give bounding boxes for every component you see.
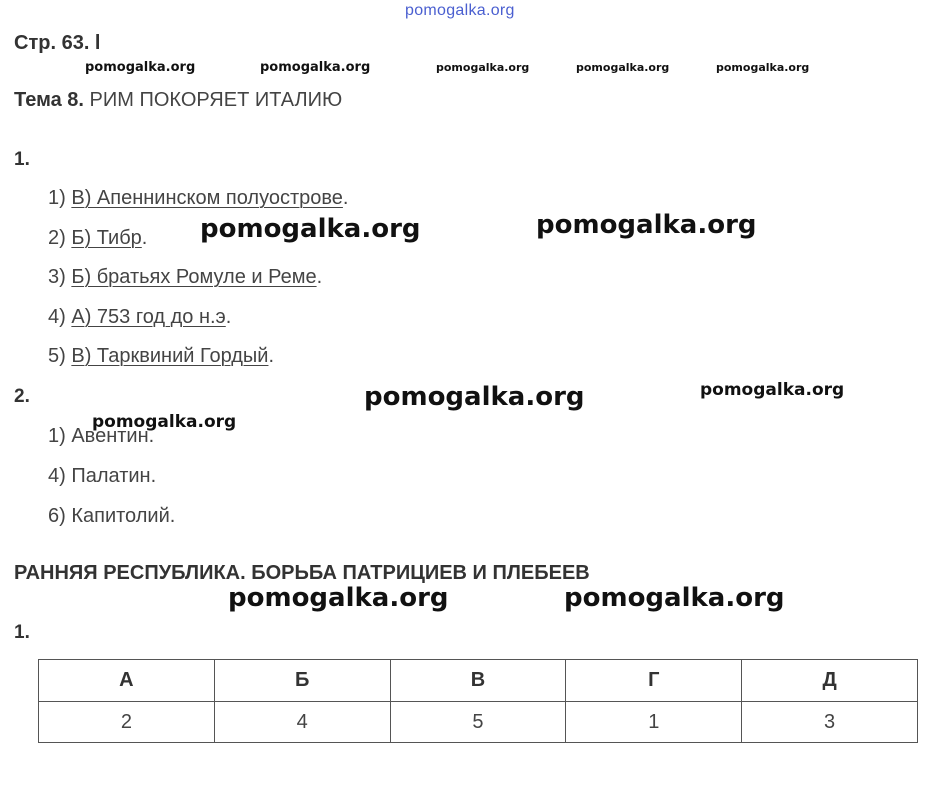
table-cell: 5: [390, 702, 566, 743]
answer-text: В) Тарквиний Гордый: [71, 345, 269, 367]
answer-item: [48, 306, 231, 329]
answer-item: 6) Капитолий.: [48, 505, 176, 527]
section-heading: РАННЯЯ РЕСПУБЛИКА. БОРЬБА ПАТРИЦИЕВ И ПЛЕБЕЕВ: [14, 562, 590, 584]
watermark: pomogalka.org: [92, 412, 237, 432]
answer-end: .: [141, 227, 148, 249]
answer-table: [38, 659, 918, 743]
topic-title: [14, 89, 342, 112]
answer-item: [48, 266, 322, 289]
watermark: pomogalka.org: [700, 380, 845, 400]
watermark: pomogalka.org: [85, 60, 196, 75]
watermark: pomogalka.org: [716, 61, 810, 74]
answer-end: .: [342, 187, 349, 209]
answer-text: В) Апеннинском полуострове: [71, 187, 343, 209]
answer-end: .: [268, 345, 275, 367]
answer-num: 3): [48, 266, 66, 288]
watermark: pomogalka.org: [364, 382, 585, 412]
watermark: pomogalka.org: [576, 61, 670, 74]
answer-end: .: [316, 266, 323, 288]
answer-text: А) 753 год до н.э: [71, 306, 226, 328]
watermark: pomogalka.org: [536, 210, 757, 240]
table-cell: 2: [39, 702, 215, 743]
answer-text: Б) Тибр: [71, 227, 142, 249]
answer-num: 5): [48, 345, 66, 367]
answer-end: .: [225, 306, 232, 328]
answer-item: 1) Авентин.: [48, 425, 155, 447]
table-header-cell: Д: [742, 660, 918, 702]
watermark-top: pomogalka.org: [405, 2, 515, 19]
answer-text: Б) братьях Ромуле и Реме: [71, 266, 317, 288]
task-number: 1.: [14, 149, 30, 170]
task-number: 1.: [14, 622, 30, 643]
answer-num: 4): [48, 306, 66, 328]
watermark: pomogalka.org: [228, 583, 449, 613]
answer-item: [48, 345, 274, 368]
watermark: pomogalka.org: [436, 61, 530, 74]
task-number: 2.: [14, 386, 30, 407]
table-header-cell: Г: [566, 660, 742, 702]
topic-prefix: Тема 8.: [14, 89, 84, 111]
watermark: pomogalka.org: [564, 583, 785, 613]
answer-item: [48, 227, 147, 250]
topic-name: РИМ ПОКОРЯЕТ ИТАЛИЮ: [89, 89, 343, 111]
watermark: pomogalka.org: [200, 214, 421, 244]
answer-item: [48, 187, 348, 210]
answer-num: 1): [48, 187, 66, 209]
table-cell: 3: [742, 702, 918, 743]
page-label: Стр. 63. l: [14, 32, 101, 54]
table-header-row: [39, 660, 918, 702]
table-cell: 4: [214, 702, 390, 743]
watermark: pomogalka.org: [260, 60, 371, 75]
answer-item: 4) Палатин.: [48, 465, 157, 487]
table-cell: 1: [566, 702, 742, 743]
table-header-cell: В: [390, 660, 566, 702]
answer-num: 2): [48, 227, 66, 249]
table-row: [39, 702, 918, 743]
table-header-cell: Б: [214, 660, 390, 702]
table-header-cell: А: [39, 660, 215, 702]
